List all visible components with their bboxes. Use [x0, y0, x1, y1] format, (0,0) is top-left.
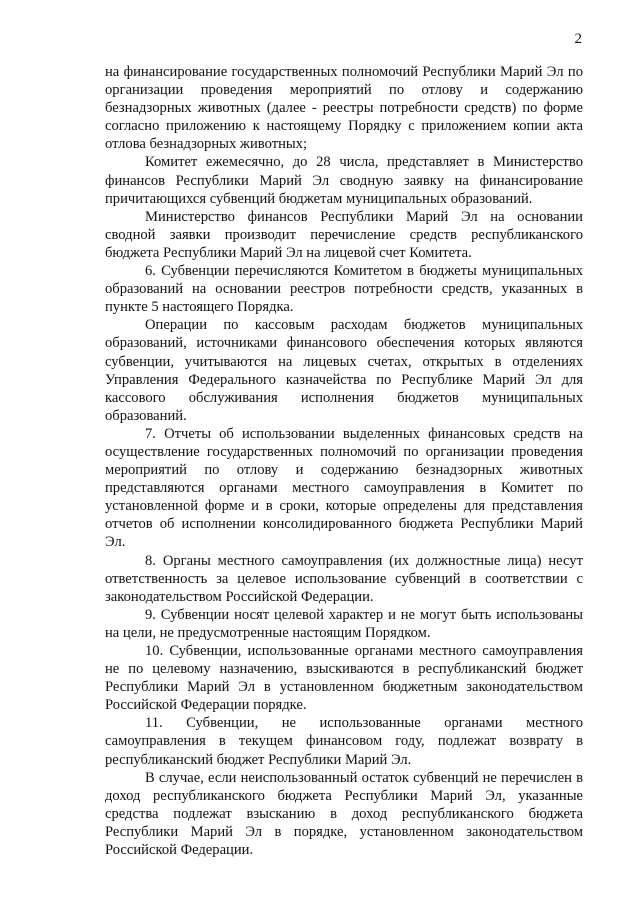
page-number: 2	[574, 31, 582, 47]
paragraph-3: Министерство финансов Республики Марий Эл на основании сводной заявки производит перечисление средств республиканского бюджета Республики Марий Эл на лицевой счет Комитета.	[105, 208, 583, 261]
paragraph-2: Комитет ежемесячно, до 28 числа, представляет в Министерство финансов Республики Марий Эл сводную заявку на финансирование причитающихся субвенций бюджетам муниципальных образований.	[105, 154, 583, 207]
paragraph-9: 10. Субвенции, использованные органами местного самоуправления не по целевому назначению, взыскиваются в республиканский бюджет Республики Марий Эл в установленном бюджетным законодательством Российской Федерации порядке.	[105, 643, 583, 714]
paragraph-8: 9. Субвенции носят целевой характер и не могут быть использованы на цели, не предусмотренные настоящим Порядком.	[105, 606, 583, 641]
paragraph-4: 6. Субвенции перечисляются Комитетом в бюджеты муниципальных образований на основании реестров потребности средств, указанных в пункте 5 настоящего Порядка.	[105, 263, 583, 316]
document-body	[105, 63, 583, 859]
paragraph-1: на финансирование государственных полномочий Республики Марий Эл по организации проведения мероприятий по отлову и содержанию безнадзорных животных (далее - реестры потребности средств) по форме согласно приложению к настоящему Порядку с приложением копии акта отлова безнадзорных животных;	[105, 64, 583, 153]
paragraph-7: 8. Органы местного самоуправления (их должностные лица) несут ответственность за целевое использование субвенций в соответствии с законодательством Российской Федерации.	[105, 552, 583, 605]
paragraph-11: В случае, если неиспользованный остаток субвенций не перечислен в доход республиканского бюджета Республики Марий Эл, указанные средства подлежат взысканию в доход республиканского бюджета Республики Марий Эл в порядке, установленном законодательством Российской Федерации.	[105, 769, 583, 859]
paragraph-10: 11. Субвенции, не использованные органами местного самоуправления в текущем финансовом году, подлежат возврату в республиканский бюджет Республики Марий Эл.	[105, 715, 583, 768]
paragraph-6: 7. Отчеты об использовании выделенных финансовых средств на осуществление государственных полномочий по организации проведения мероприятий по отлову и содержанию безнадзорных животных представляются органами местного самоуправления в Комитет по установленной форме и в сроки, которые определены для представления отчетов об исполнении консолидированного бюджета Республики Марий Эл.	[105, 425, 583, 551]
paragraph-5: Операции по кассовым расходам бюджетов муниципальных образований, источниками финансового обеспечения которых являются субвенции, учитываются на лицевых счетах, открытых в отделениях Управления Федерального казначейства по Республике Марий Эл для кассового обслуживания исполнения бюджетов муниципальных образований.	[105, 317, 583, 424]
